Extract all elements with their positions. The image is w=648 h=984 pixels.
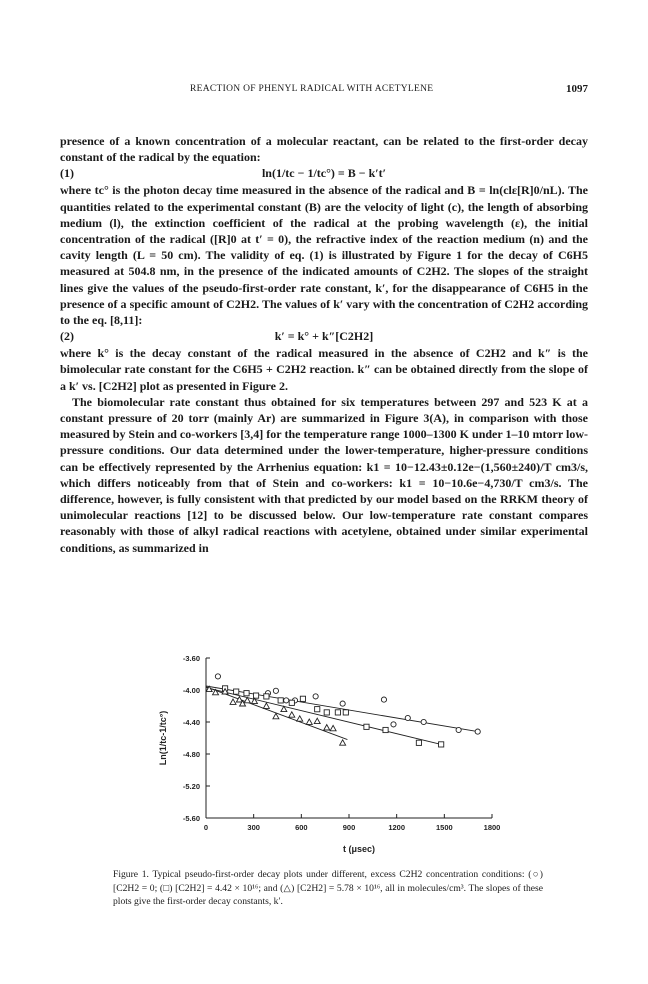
equation-2-body: k′ = k° + k″[C2H2] — [274, 329, 374, 344]
circle-point — [456, 727, 461, 732]
y-tick-label: -5.60 — [182, 814, 200, 823]
triangle-point — [273, 713, 279, 718]
square-point — [300, 696, 305, 701]
figure-caption: Figure 1. Typical pseudo-first-order decay plots under different, excess C2H2 concentration conditions: (○) [C2H2 = 0; (□) [C2H2] = 4.42 × 10¹⁶; and (△) [C2H2] = 5.78 × 10¹⁶, all in molecules/cm³. The slopes of these plots give the first-order decay constants, k′. — [113, 869, 543, 907]
triangle-point — [306, 719, 312, 724]
x-tick-label: 1500 — [435, 823, 453, 832]
circle-point — [391, 722, 396, 727]
circle-point — [215, 674, 220, 679]
square-point — [439, 742, 444, 747]
page-header — [60, 84, 588, 100]
square-point — [324, 710, 329, 715]
x-tick-label: 900 — [342, 823, 356, 832]
circle-point — [273, 688, 278, 693]
triangle-point — [297, 716, 303, 721]
paragraph-4: The biomolecular rate constant thus obtained for six temperatures between 297 and 523 K at a constant pressure of 20 torr (mainly Ar) are summarized in Figure 3(A), in comparison with those measured by Stein and co-workers [3,4] for the temperature range 1000–1300 K under 1–10 mtorr low-pressure conditions. Our data determined under the lower-temperature, higher-pressure conditions can be effectively represented by the Arrhenius equation: k1 = 10−12.43±0.12e−(1,560±240)/T cm3/s, which differs noticeably from that of Stein and co-workers: k1 = 10−10.6e−4,730/T cm3/s. The difference, however, is fully consistent with that predicted by our model based on the RRKM theory of unimolecular reactions [12] to be discussed below. Our low-temperature rate constant compares reasonably with those of alkyl radical reactions with acetylene, obtained under similar experimental conditions, as summarized in — [60, 394, 588, 555]
x-axis-label: t (μsec) — [342, 844, 376, 854]
x-tick-label: 1200 — [388, 823, 406, 832]
square-point — [264, 694, 269, 699]
paragraph-3: where k° is the decay constant of the radical measured in the absence of C2H2 and k″ is the bimolecular rate constant for the C6H5 + C2H2 reaction. k″ can be obtained directly from the slope of a k′ vs. [C2H2] plot as presented in Figure 2. — [60, 346, 588, 393]
circle-point — [284, 698, 289, 703]
circle-point — [405, 715, 410, 720]
square-point — [343, 710, 348, 715]
y-tick-label: -4.00 — [182, 686, 200, 695]
x-tick-label: 600 — [295, 823, 308, 832]
y-tick-label: -4.40 — [182, 718, 200, 727]
square-point — [253, 693, 258, 698]
circle-point — [475, 729, 480, 734]
y-tick-label: -3.60 — [182, 654, 200, 663]
equation-1-number: (1) — [60, 166, 74, 181]
equation-1-body: ln(1/tc − 1/tc°) = B − k′t′ — [261, 166, 387, 181]
body-text — [60, 133, 588, 556]
paragraph-2: where tc° is the photon decay time measured in the absence of the radical and B = ln(clε[R]0/nL). The quantities related to the experimental constant (B) are the velocity of light (c), the length of absorbing medium (l), the extinction coefficient of the radical at the probing wavelength (ε), the initial concentration of the radical ([R]0 at t′ = 0), the refractive index of the reaction medium (n) and the cavity length (L = 50 cm). The validity of eq. (1) is illustrated by Figure 1 for the decay of C6H5 measured at 504.8 nm, in the presence of the indicated amounts of C2H2. The slopes of the straight lines give the values of the pseudo-first-order rate constant, k′, for the disappearance of C6H5 in the presence of a specific amount of C2H2. The values of k′ vary with the concentration of C2H2 according to the eq. [8,11]: — [60, 183, 588, 328]
triangle-point — [340, 740, 346, 745]
square-point — [416, 740, 421, 745]
square-point — [244, 691, 249, 696]
triangle-point — [314, 718, 320, 723]
figure-1 — [140, 650, 520, 870]
circle-point — [340, 701, 345, 706]
triangle-point — [236, 697, 242, 702]
x-tick-label: 0 — [203, 823, 209, 832]
x-tick-label: 1800 — [483, 823, 501, 832]
square-point — [234, 689, 239, 694]
equation-2 — [60, 328, 588, 345]
y-axis-label: Ln(1/tc-1/tc°) — [158, 710, 168, 766]
triangle-point — [324, 725, 330, 730]
circle-point — [421, 719, 426, 724]
circle-point — [313, 694, 318, 699]
triangle-point — [230, 699, 236, 704]
running-title: REACTION OF PHENYL RADICAL WITH ACETYLENE — [190, 84, 434, 94]
triangle-point — [263, 703, 269, 708]
paragraph-1: presence of a known concentration of a molecular reactant, can be related to the first-order decay constant of the radical by the equation: — [60, 134, 588, 165]
square-point — [335, 710, 340, 715]
triangle-point — [289, 712, 295, 717]
circle-point — [381, 697, 386, 702]
equation-1 — [60, 165, 588, 182]
y-tick-label: -5.20 — [182, 782, 200, 791]
triangle-point — [330, 725, 336, 730]
square-point — [315, 707, 320, 712]
equation-2-number: (2) — [60, 329, 74, 344]
square-point — [278, 698, 283, 703]
page-number: 1097 — [566, 83, 588, 95]
square-point — [383, 727, 388, 732]
y-tick-label: -4.80 — [182, 750, 200, 759]
square-point — [364, 724, 369, 729]
decay-plot — [140, 650, 520, 870]
x-tick-label: 300 — [247, 823, 260, 832]
square-point — [289, 700, 294, 705]
